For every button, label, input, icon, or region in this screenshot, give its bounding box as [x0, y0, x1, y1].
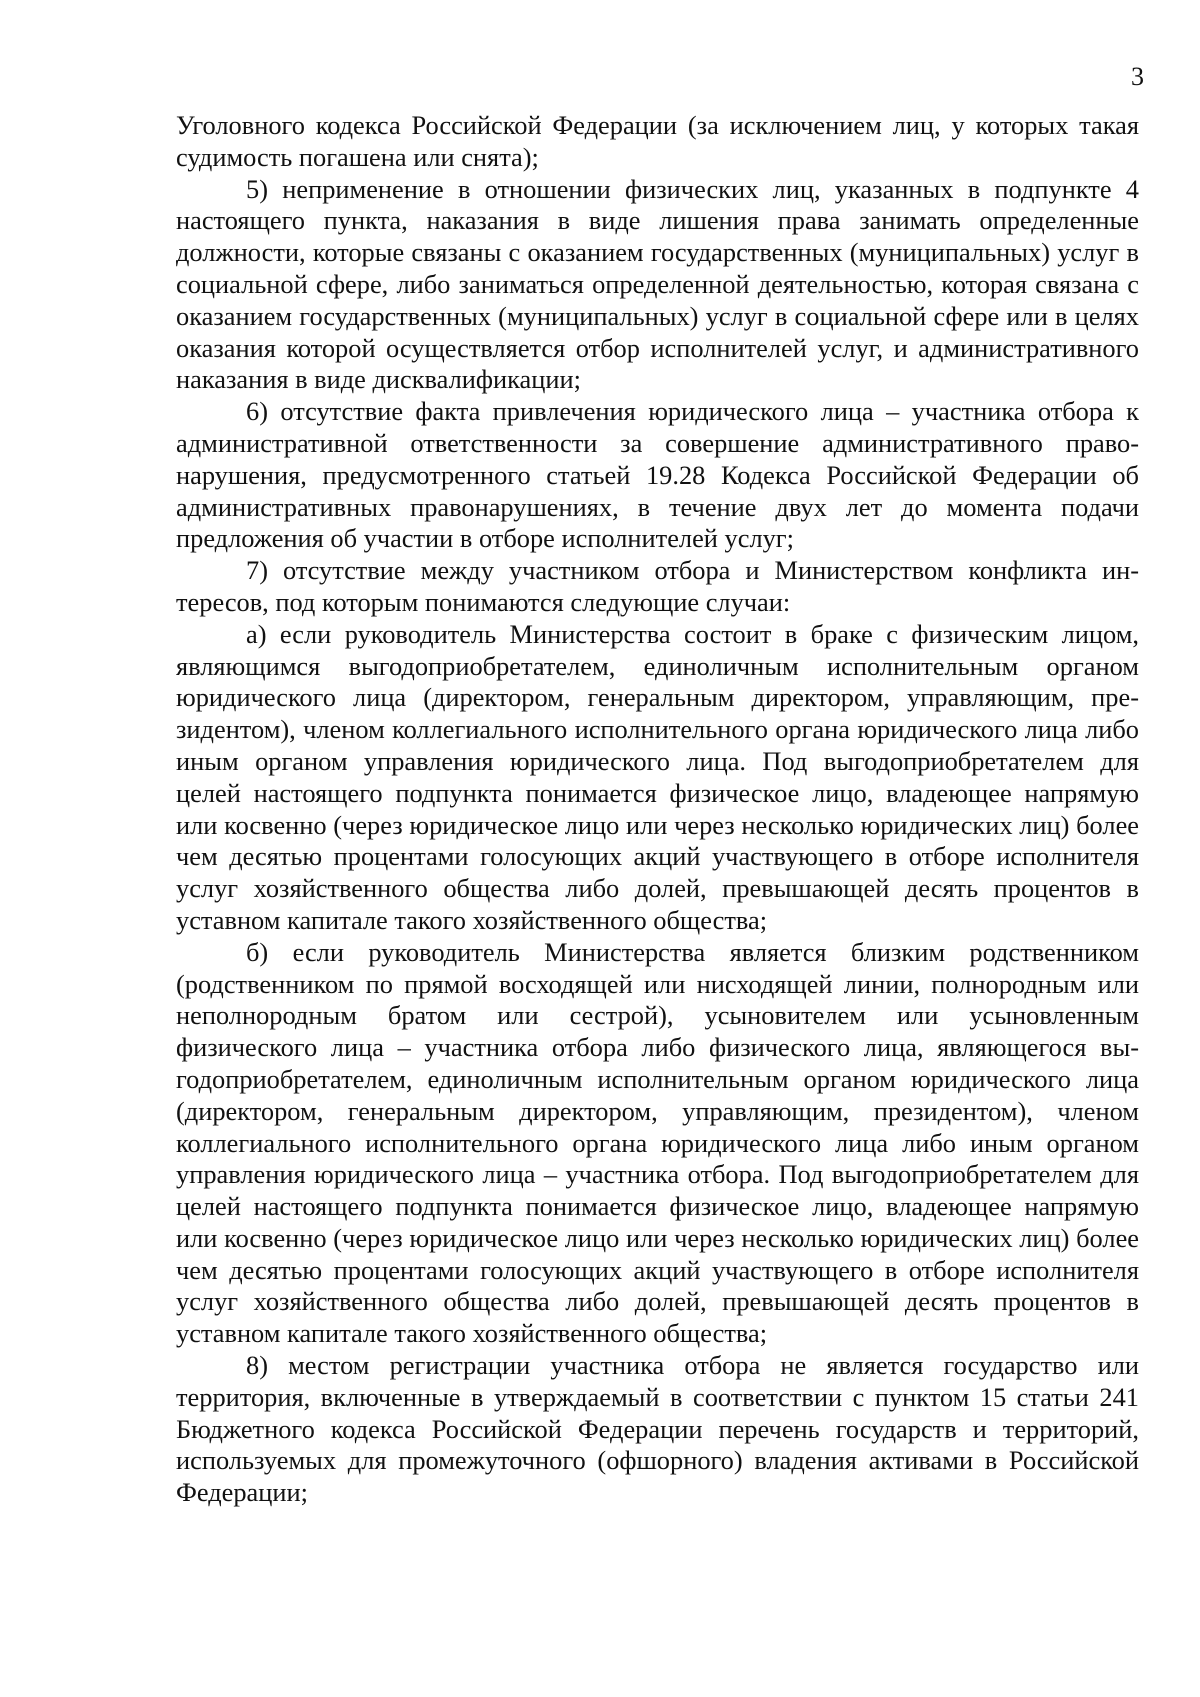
paragraph-item-6: 6) отсутствие факта привлечения юридического лица – участника отбора к административной ответственности за совершение административного правонарушения, предусмотренного статьей 19.28 Кодекса Российской Федерации об административных правонарушениях, в течение двух лет до момента подачи предложения об участии в отборе исполнителей услуг; [176, 396, 1139, 554]
paragraph-item-8: 8) местом регистрации участника отбора не является государство или территория, включенные в утверждаемый в соответствии с пунктом 15 статьи 241 Бюджетного кодекса Российской Федерации перечень государств и территорий, используемых для промежуточного (офшорного) владения активами в Российской Федерации; [176, 1350, 1139, 1508]
paragraph-item-7b: б) если руководитель Министерства является близким родственником (родственником по прямой восходящей или нисходящей линии, полнородным или неполнородным братом или сестрой), усыновителем или усыновленным физического лица – участника отбора либо физического лица, являющегося выгодоприобретателем, единоличным исполнительным органом юридического лица (директором, генеральным директором, управляющим, президентом), членом коллегиального исполнительного органа юридического лица либо иным органом управления юридического лица – участника отбора. Под выгодоприобретателем для целей настоящего подпункта понимается физическое лицо, владеющее напрямую или косвенно (через юридическое лицо или через несколько юридических лиц) более чем десятью процентами голосующих акций участвующего в отборе исполнителя услуг хозяйственного общества либо долей, превышающей десять процентов в уставном капитале такого хозяйственного общества; [176, 936, 1139, 1349]
paragraph-item-7a: а) если руководитель Министерства состоит в браке с физическим лицом, являющимся выгодоприобретателем, единоличным исполнительным органом юридического лица (директором, генеральным директором, управляющим, президентом), членом коллегиального исполнительного органа юридического лица либо иным органом управления юридического лица. Под выгодоприобретателем для целей настоящего подпункта понимается физическое лицо, владеющее напрямую или косвенно (через юридическое лицо или через несколько юридических лиц) более чем десятью процентами голосующих акций участвующего в отборе исполнителя услуг хозяйственного общества либо долей, превышающей десять процентов в уставном капитале такого хозяйственного общества; [176, 618, 1139, 935]
page-number: 3 [1131, 62, 1144, 91]
paragraph-continuation: Уголовного кодекса Российской Федерации (за исключением лиц, у которых такая судимость погашена или снята); [176, 110, 1139, 172]
paragraph-item-5: 5) неприменение в отношении физических лиц, указанных в подпункте 4 настоящего пункта, наказания в виде лишения права занимать определенные должности, которые связаны с оказанием государственных (муниципальных) услуг в социальной сфере, либо заниматься определенной деятельностью, которая связана с оказанием государственных (муниципальных) услуг в социальной сфере или в целях оказания которой осуществляется отбор исполнителей услуг, и административного наказания в виде дисквалификации; [176, 173, 1139, 395]
document-body [176, 110, 1139, 1509]
paragraph-item-7: 7) отсутствие между участником отбора и Министерством конфликта интересов, под которым понимаются следующие случаи: [176, 555, 1139, 617]
